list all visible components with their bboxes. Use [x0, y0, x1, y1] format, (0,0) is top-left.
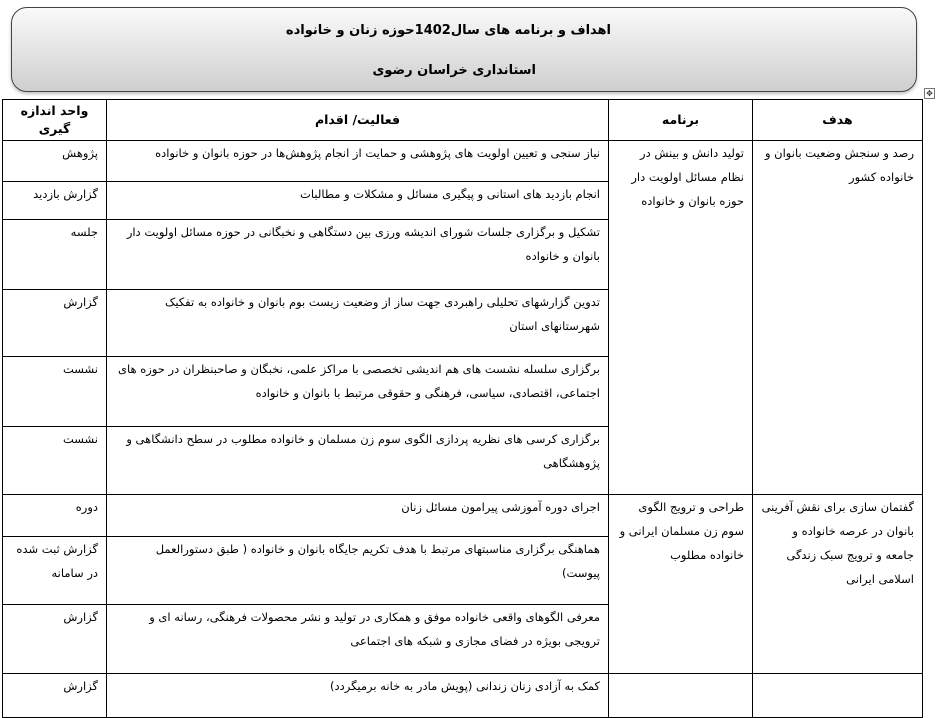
activity-cell: تشکیل و برگزاری جلسات شورای اندیشه ورزی بین دستگاهی و نخبگانی در حوزه مسائل اولویت دار بانوان و خانواده — [107, 220, 609, 290]
unit-cell: گزارش ثبت شده در سامانه — [3, 537, 107, 605]
goals-table — [2, 99, 923, 718]
program-cell: تولید دانش و بینش در نظام مسائل اولویت دار حوزه بانوان و خانواده — [609, 141, 753, 495]
table-row — [3, 495, 923, 537]
unit-cell: گزارش — [3, 605, 107, 674]
activity-cell: برگزاری سلسله نشست های هم اندیشی تخصصی با مراکز علمی، نخبگان و صاحبنظران در حوزه های اجتماعی، اقتصادی، سیاسی، فرهنگی و حقوقی مرتبط با بانوان و خانواده — [107, 357, 609, 427]
table-row — [3, 141, 923, 182]
unit-cell: دوره — [3, 495, 107, 537]
title-banner — [11, 7, 917, 92]
program-cell: طراحی و ترویج الگوی سوم زن مسلمان ایرانی و خانواده مطلوب — [609, 495, 753, 674]
header-unit: واحد اندازه گیری — [3, 100, 107, 141]
unit-cell: نشست — [3, 427, 107, 495]
program-cell — [609, 674, 753, 718]
activity-cell: اجرای دوره آموزشی پیرامون مسائل زنان — [107, 495, 609, 537]
document-title: اهداف و برنامه های سال1402حوزه زنان و خانواده — [285, 23, 611, 38]
unit-cell: گزارش — [3, 290, 107, 357]
header-program: برنامه — [609, 100, 753, 141]
goal-cell: رصد و سنجش وضعیت بانوان و خانواده کشور — [753, 141, 923, 495]
activity-cell: انجام بازدید های استانی و پیگیری مسائل و مشکلات و مطالبات — [107, 182, 609, 220]
activity-cell: تدوین گزارشهای تحلیلی راهبردی جهت ساز از وضعیت زیست بوم بانوان و خانواده به تفکیک شهرستانهای استان — [107, 290, 609, 357]
activity-cell: معرفی الگوهای واقعی خانواده موفق و همکاری در تولید و نشر محصولات فرهنگی، رسانه ای و ترویجی بویژه در فضای مجازی و شبکه های اجتماعی — [107, 605, 609, 674]
unit-cell: پژوهش — [3, 141, 107, 182]
header-goal: هدف — [753, 100, 923, 141]
activity-cell: کمک به آزادی زنان زندانی (پویش مادر به خانه برمیگردد) — [107, 674, 609, 718]
activity-cell: برگزاری کرسی های نظریه پردازی الگوی سوم زن مسلمان و خانواده مطلوب در سطح دانشگاهی و پژوهشگاهی — [107, 427, 609, 495]
unit-cell: جلسه — [3, 220, 107, 290]
table-move-handle-icon[interactable]: ✥ — [924, 88, 935, 99]
unit-cell: نشست — [3, 357, 107, 427]
header-activity: فعالیت/ اقدام — [107, 100, 609, 141]
activity-cell: نیاز سنجی و تعیین اولویت های پژوهشی و حمایت از انجام پژوهش‌ها در حوزه بانوان و خانواده — [107, 141, 609, 182]
table-header-row — [3, 100, 923, 141]
unit-cell: گزارش — [3, 674, 107, 718]
goal-cell — [753, 674, 923, 718]
goal-cell: گفتمان سازی برای نقش آفرینی بانوان در عرصه خانواده و جامعه و ترویج سبک زندگی اسلامی ایرانی — [753, 495, 923, 674]
document-subtitle: استانداری خراسان رضوی — [372, 63, 536, 78]
unit-cell: گزارش بازدید — [3, 182, 107, 220]
table-row — [3, 674, 923, 718]
activity-cell: هماهنگی برگزاری مناسبتهای مرتبط با هدف تکریم جایگاه بانوان و خانواده ( طبق دستورالعمل پیوست) — [107, 537, 609, 605]
